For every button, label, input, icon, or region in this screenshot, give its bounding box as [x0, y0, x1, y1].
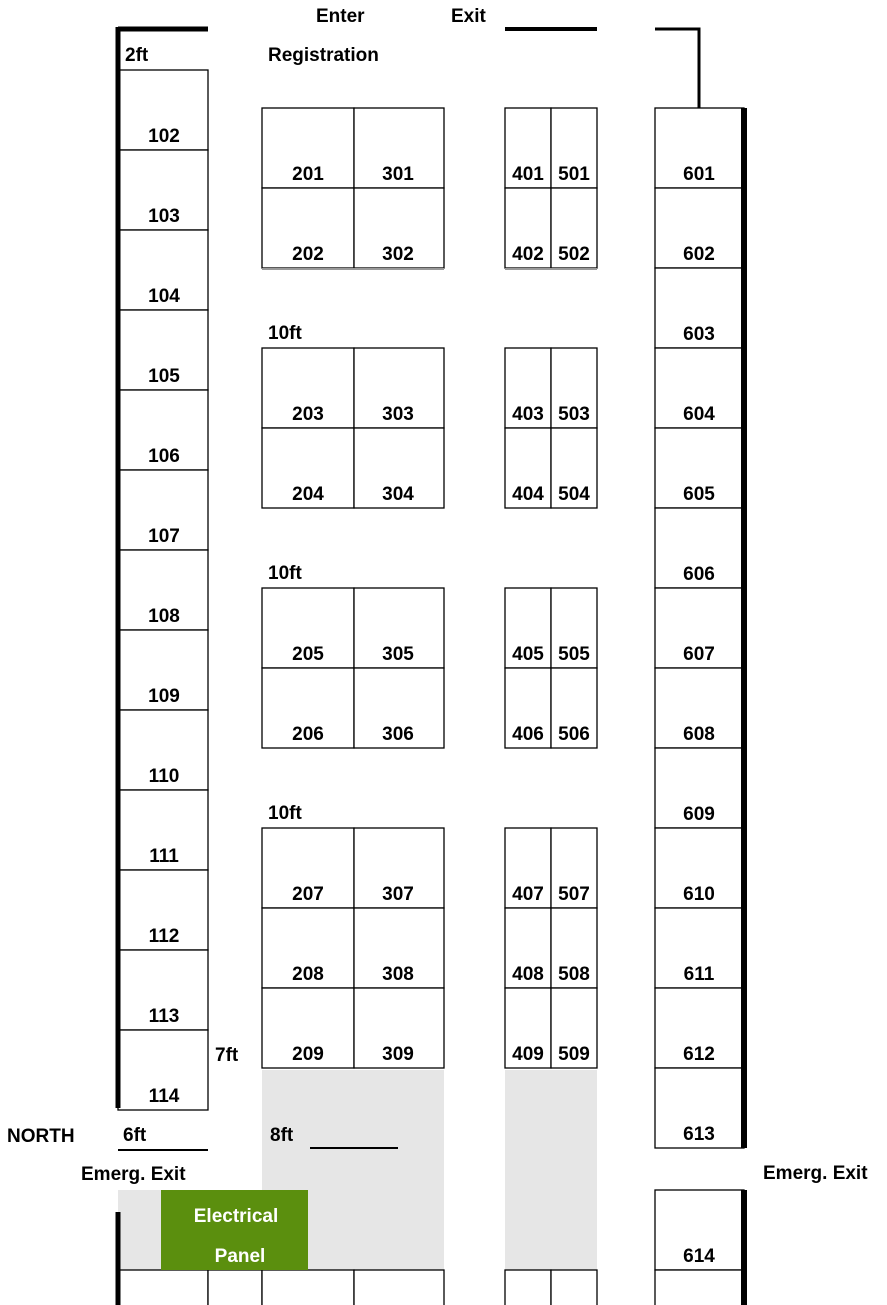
booth-606-number: 606: [683, 564, 715, 585]
booth-302: [354, 188, 444, 268]
booth-203-number: 203: [292, 404, 324, 425]
booth-506-number: 506: [558, 724, 590, 745]
booth-608: [655, 668, 744, 748]
booth-407: [505, 828, 551, 908]
booth-613: [655, 1068, 744, 1148]
booth-111-number: 111: [149, 846, 179, 867]
partial-booth-3: [262, 1270, 354, 1305]
booth-405: [505, 588, 551, 668]
booth-407-number: 407: [512, 884, 544, 905]
booth-201: [262, 108, 354, 188]
booth-106: [118, 390, 208, 470]
booth-111: [118, 790, 208, 870]
booth-105: [118, 310, 208, 390]
booth-108-number: 108: [148, 606, 180, 627]
booth-209: [262, 988, 354, 1068]
booth-307-number: 307: [382, 884, 414, 905]
booth-509: [551, 988, 597, 1068]
booth-614-number: 614: [683, 1246, 715, 1267]
dim-10ft-label-3: 10ft: [268, 803, 302, 824]
dim-10ft-label-1: 10ft: [268, 323, 302, 344]
booth-103-number: 103: [148, 206, 180, 227]
booth-104-number: 104: [148, 286, 180, 307]
booth-609-number: 609: [683, 804, 715, 825]
booth-406-number: 406: [512, 724, 544, 745]
booth-113: [118, 950, 208, 1030]
booth-206: [262, 668, 354, 748]
booth-607: [655, 588, 744, 668]
booth-303-number: 303: [382, 404, 414, 425]
booth-107-number: 107: [148, 526, 180, 547]
booth-601-number: 601: [683, 164, 715, 185]
booth-107: [118, 470, 208, 550]
booth-505-number: 505: [558, 644, 590, 665]
booth-402: [505, 188, 551, 268]
booth-106-number: 106: [148, 446, 180, 467]
booth-304-number: 304: [382, 484, 414, 505]
booth-404-number: 404: [512, 484, 544, 505]
booth-208-number: 208: [292, 964, 324, 985]
booth-408-number: 408: [512, 964, 544, 985]
partial-booth-7: [655, 1270, 744, 1305]
partial-booth-5: [505, 1270, 551, 1305]
booth-501-number: 501: [558, 164, 590, 185]
booth-105-number: 105: [148, 366, 180, 387]
booth-608-number: 608: [683, 724, 715, 745]
booth-504: [551, 428, 597, 508]
booth-207-number: 207: [292, 884, 324, 905]
registration-label: Registration: [268, 45, 379, 66]
partial-booth-4: [354, 1270, 444, 1305]
booth-306-number: 306: [382, 724, 414, 745]
booth-305-number: 305: [382, 644, 414, 665]
booth-507: [551, 828, 597, 908]
booth-113-number: 113: [148, 1006, 180, 1027]
booth-408: [505, 908, 551, 988]
booth-301: [354, 108, 444, 188]
booth-507-number: 507: [558, 884, 590, 905]
booth-301-number: 301: [382, 164, 414, 185]
booth-202: [262, 188, 354, 268]
booth-609: [655, 748, 744, 828]
booth-604: [655, 348, 744, 428]
booth-607-number: 607: [683, 644, 715, 665]
dim-10ft-label-2: 10ft: [268, 563, 302, 584]
booth-614: [655, 1190, 744, 1270]
booth-110-number: 110: [148, 766, 180, 787]
booth-409-number: 409: [512, 1044, 544, 1065]
booth-103: [118, 150, 208, 230]
booth-503: [551, 348, 597, 428]
enter-label: Enter: [316, 6, 365, 27]
booth-508-number: 508: [558, 964, 590, 985]
booth-109: [118, 630, 208, 710]
booth-104: [118, 230, 208, 310]
booth-308-number: 308: [382, 964, 414, 985]
booth-108: [118, 550, 208, 630]
booth-601: [655, 108, 744, 188]
booth-610-number: 610: [683, 884, 715, 905]
booth-307: [354, 828, 444, 908]
exit-label: Exit: [451, 6, 486, 27]
dim-2ft-label: 2ft: [125, 45, 149, 66]
booth-505: [551, 588, 597, 668]
dim-7ft-label: 7ft: [215, 1045, 239, 1066]
booth-308: [354, 908, 444, 988]
booth-606: [655, 508, 744, 588]
partial-booth-1: [118, 1270, 208, 1305]
emerg-exit-left-label: Emerg. Exit: [81, 1164, 186, 1185]
booth-205-number: 205: [292, 644, 324, 665]
booth-207: [262, 828, 354, 908]
booth-109-number: 109: [148, 686, 180, 707]
booth-508: [551, 908, 597, 988]
dim-6ft-label: 6ft: [123, 1125, 147, 1146]
booth-403-number: 403: [512, 404, 544, 425]
booth-504-number: 504: [558, 484, 590, 505]
booth-204: [262, 428, 354, 508]
booth-205: [262, 588, 354, 668]
north-label: NORTH: [7, 1126, 75, 1147]
booth-503-number: 503: [558, 404, 590, 425]
booth-605-number: 605: [683, 484, 715, 505]
booth-603-number: 603: [683, 324, 715, 345]
booth-110: [118, 710, 208, 790]
booth-403: [505, 348, 551, 428]
booth-102-number: 102: [148, 126, 180, 147]
booth-402-number: 402: [512, 244, 544, 265]
booth-501: [551, 108, 597, 188]
booth-206-number: 206: [292, 724, 324, 745]
booth-409: [505, 988, 551, 1068]
booth-112-number: 112: [148, 926, 180, 947]
booth-509-number: 509: [558, 1044, 590, 1065]
booth-309: [354, 988, 444, 1068]
booth-602-number: 602: [683, 244, 715, 265]
booth-604-number: 604: [683, 404, 715, 425]
booth-506: [551, 668, 597, 748]
booth-404: [505, 428, 551, 508]
booth-603: [655, 268, 744, 348]
booth-304: [354, 428, 444, 508]
booth-201-number: 201: [292, 164, 324, 185]
booth-405-number: 405: [512, 644, 544, 665]
booth-102: [118, 70, 208, 150]
booth-309-number: 309: [382, 1044, 414, 1065]
electrical-panel-label-2: Panel: [214, 1246, 266, 1267]
electrical-panel-label-1: Electrical: [193, 1206, 279, 1227]
booth-204-number: 204: [292, 484, 324, 505]
booth-302-number: 302: [382, 244, 414, 265]
booth-208: [262, 908, 354, 988]
booth-610: [655, 828, 744, 908]
booth-605: [655, 428, 744, 508]
booth-602: [655, 188, 744, 268]
booth-202-number: 202: [292, 244, 324, 265]
partial-booth-2: [208, 1270, 262, 1305]
booth-114: [118, 1030, 208, 1110]
booth-611: [655, 908, 744, 988]
dim-8ft-label: 8ft: [270, 1125, 294, 1146]
booth-114-number: 114: [148, 1086, 180, 1107]
booth-406: [505, 668, 551, 748]
booth-306: [354, 668, 444, 748]
booth-303: [354, 348, 444, 428]
wall-top-right: [655, 29, 699, 108]
booth-203: [262, 348, 354, 428]
booth-401-number: 401: [512, 164, 544, 185]
booth-502-number: 502: [558, 244, 590, 265]
booth-613-number: 613: [683, 1124, 715, 1145]
partial-booth-6: [551, 1270, 597, 1305]
booth-112: [118, 870, 208, 950]
emerg-exit-right-label: Emerg. Exit: [763, 1163, 868, 1184]
booth-305: [354, 588, 444, 668]
booth-401: [505, 108, 551, 188]
booth-612: [655, 988, 744, 1068]
booth-502: [551, 188, 597, 268]
booth-612-number: 612: [683, 1044, 715, 1065]
booth-209-number: 209: [292, 1044, 324, 1065]
booth-611-number: 611: [683, 964, 715, 985]
